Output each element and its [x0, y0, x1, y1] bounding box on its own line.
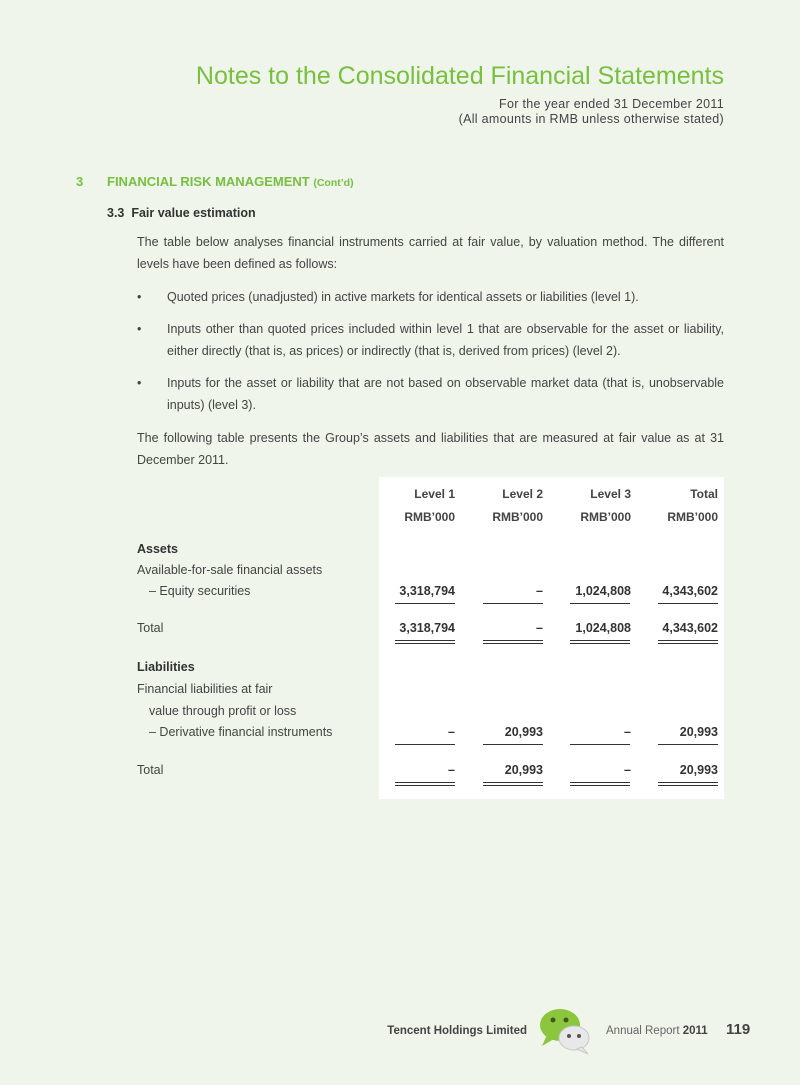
total-rule: [658, 643, 718, 644]
assets-total-label: Total: [137, 621, 164, 635]
footer-company: Tencent Holdings Limited: [387, 1025, 527, 1037]
column-unit-total: RMB’000: [667, 510, 718, 524]
subtotal-rule: [483, 603, 543, 604]
currency-note: (All amounts in RMB unless otherwise stated): [458, 112, 724, 126]
total-rule: [395, 643, 455, 644]
assets-total-level-3: 1,024,808: [575, 621, 631, 635]
section-contd: (Cont’d): [313, 177, 354, 189]
assets-total-level-1: 3,318,794: [399, 621, 455, 635]
footer-report: [606, 1025, 708, 1037]
liabilities-total-level-3: –: [624, 763, 631, 777]
liabilities-total-total: 20,993: [679, 763, 718, 777]
liabilities-total-level-2: 20,993: [504, 763, 543, 777]
assets-total-level-2: –: [536, 621, 543, 635]
intro-paragraph: The table below analyses financial instruments carried at fair value, by valuation method. The different levels have been defined as follows:: [137, 235, 724, 271]
total-rule: [483, 640, 543, 641]
subtotal-rule: [658, 603, 718, 604]
section-title: [107, 174, 354, 189]
table-intro-paragraph: The following table presents the Group’s assets and liabilities that are measured at fair value as at 31 December 2011.: [137, 431, 724, 467]
derivative-level-3: –: [624, 725, 631, 739]
total-rule: [570, 643, 630, 644]
section-title-text: FINANCIAL RISK MANAGEMENT: [107, 174, 310, 189]
assets-group-label: Available-for-sale financial assets: [137, 563, 323, 577]
derivative-level-2: 20,993: [504, 725, 543, 739]
column-unit-level-1: RMB’000: [404, 510, 455, 524]
column-header-level-1: Level 1: [414, 487, 455, 501]
liabilities-total-label: Total: [137, 763, 164, 777]
period-text: For the year ended 31 December 2011: [499, 97, 724, 111]
subsection-heading: 3.3 Fair value estimation: [107, 206, 256, 220]
total-rule: [570, 640, 630, 641]
total-rule: [395, 782, 455, 783]
equity-level-1: 3,318,794: [399, 584, 455, 598]
total-rule: [483, 782, 543, 783]
total-rule: [570, 782, 630, 783]
fair-value-table-background: [379, 477, 724, 799]
footer-report-label: Annual Report: [606, 1025, 680, 1037]
page-title: Notes to the Consolidated Financial Statements: [195, 62, 724, 90]
assets-total-total: 4,343,602: [662, 621, 718, 635]
bullet-2-text: Inputs other than quoted prices included within level 1 that are observable for the asset or liability, either directly (that is, as prices) or indirectly (that is, derived from prices) (level 2).: [167, 322, 724, 358]
subtotal-rule: [395, 744, 455, 745]
subtotal-rule: [658, 744, 718, 745]
total-rule: [658, 785, 718, 786]
column-header-level-3: Level 3: [590, 487, 631, 501]
equity-level-3: 1,024,808: [575, 584, 631, 598]
footer-report-year: 2011: [682, 1025, 708, 1037]
wechat-logo-icon: [536, 1005, 596, 1057]
header-subtitle: [459, 97, 724, 127]
liabilities-heading: Liabilities: [137, 660, 195, 674]
total-rule: [395, 785, 455, 786]
column-unit-level-3: RMB’000: [580, 510, 631, 524]
bullet-1-text: Quoted prices (unadjusted) in active markets for identical assets or liabilities (level 1).: [167, 290, 639, 304]
subtotal-rule: [570, 744, 630, 745]
liabilities-group-label-2: value through profit or loss: [149, 704, 297, 718]
subtotal-rule: [483, 744, 543, 745]
subtotal-rule: [570, 603, 630, 604]
subtotal-rule: [395, 603, 455, 604]
bullet-1-marker: •: [137, 290, 142, 304]
liabilities-total-level-1: –: [448, 763, 455, 777]
column-header-level-2: Level 2: [502, 487, 543, 501]
column-header-total: Total: [690, 487, 718, 501]
bullet-3-marker: •: [137, 376, 142, 390]
total-rule: [395, 640, 455, 641]
section-number: 3: [76, 174, 84, 189]
total-rule: [658, 782, 718, 783]
total-rule: [483, 643, 543, 644]
derivative-total: 20,993: [679, 725, 718, 739]
bullet-2-marker: •: [137, 322, 142, 336]
total-rule: [570, 785, 630, 786]
page-number: 119: [726, 1021, 751, 1038]
equity-level-2: –: [536, 584, 543, 598]
liabilities-group-label-1: Financial liabilities at fair: [137, 682, 273, 696]
equity-total: 4,343,602: [662, 584, 718, 598]
total-rule: [483, 785, 543, 786]
assets-heading: Assets: [137, 542, 178, 556]
equity-securities-label: – Equity securities: [149, 584, 251, 598]
derivative-label: – Derivative financial instruments: [149, 725, 333, 739]
total-rule: [658, 640, 718, 641]
derivative-level-1: –: [448, 725, 455, 739]
bullet-3-text: Inputs for the asset or liability that are not based on observable market data (that is, unobservable inputs) (level 3).: [167, 376, 724, 412]
column-unit-level-2: RMB’000: [492, 510, 543, 524]
